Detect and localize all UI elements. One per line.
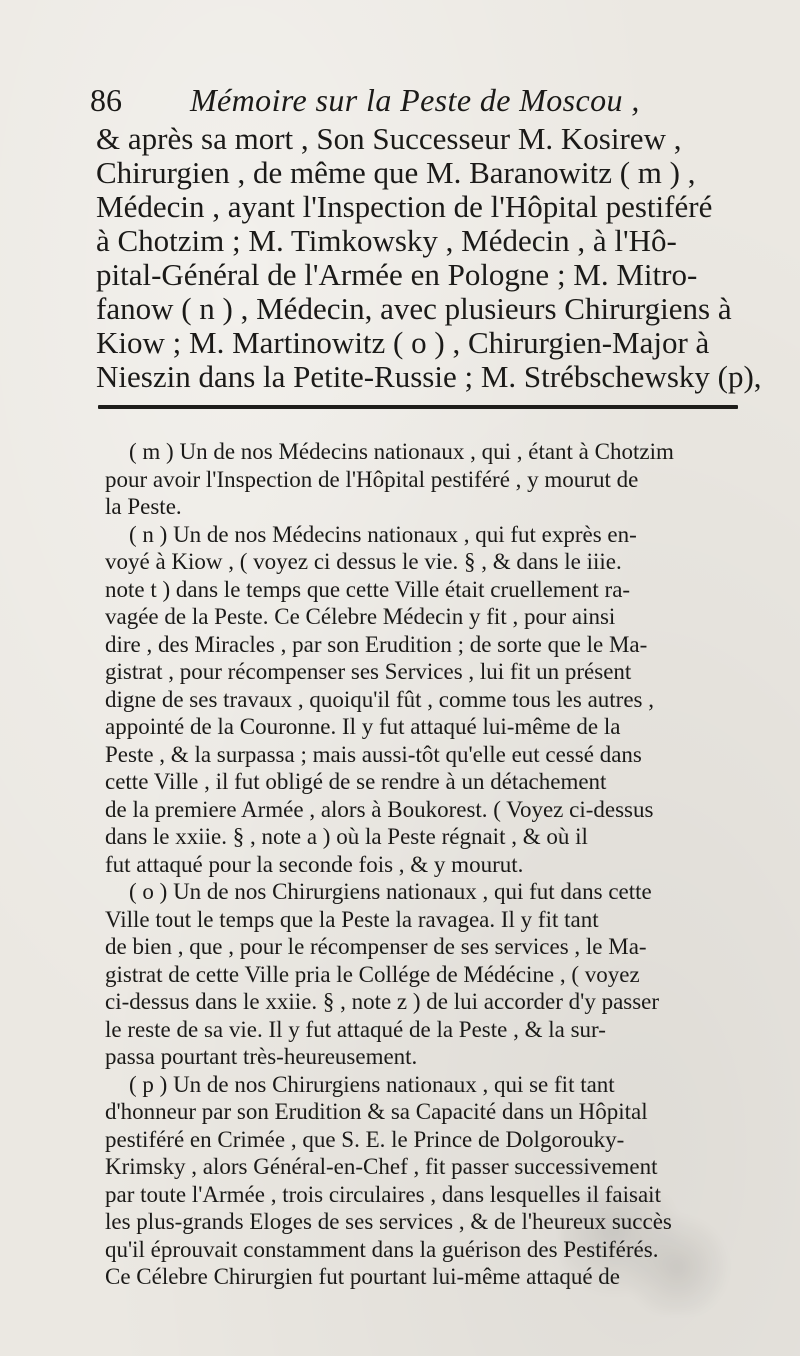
footnote-line: dans le xxiie. § , note a ) où la Peste régnait , & où il [105, 824, 588, 849]
page-number: 86 [90, 82, 122, 118]
footnote-divider [98, 405, 738, 409]
main-text-line: Kiow ; M. Martinowitz ( o ) , Chirurgien-Major à [96, 325, 710, 360]
footnote-line: voyé à Kiow , ( voyez ci dessus le vie. § , & dans le iiie. [105, 549, 622, 574]
main-text-block [96, 121, 762, 394]
footnote-line: Ville tout le temps que la Peste la ravagea. Il y fit tant [105, 906, 599, 932]
footnote-line: dire , des Miracles , par son Erudition ; de sorte que le Ma- [105, 631, 648, 657]
main-text-line: Nieszin dans la Petite-Russie ; M. Strébschewsky (p), [96, 359, 762, 394]
footnote-line: de la premiere Armée , alors à Boukorest. ( Voyez ci-dessus [105, 796, 654, 822]
footnote-line: gistrat , pour récompenser ses Services , lui fit un présent [105, 659, 632, 684]
main-text-line: Chirurgien , de même que M. Baranowitz ( m ) , [96, 155, 696, 190]
page-header [90, 80, 730, 120]
footnote-line: Peste , & la surpassa ; mais aussi-tôt qu'elle eut cessé dans [105, 741, 642, 767]
footnote-line: passa pourtant très-heureusement. [105, 1044, 418, 1069]
main-text-line: fanow ( n ) , Médecin, avec plusieurs Chirurgiens à [96, 291, 732, 326]
footnote-line: Ce Célebre Chirurgien fut pourtant lui-même attaqué de [105, 1264, 620, 1289]
running-title: Mémoire sur la Peste de Moscou , [190, 82, 640, 118]
footnote-line: qu'il éprouvait constamment dans la guérison des Pestiférés. [105, 1236, 659, 1262]
footnote-line: Krimsky , alors Général-en-Chef , fit passer successivement [105, 1154, 658, 1179]
footnote-line: cette Ville , il fut obligé de se rendre à un détachement [105, 769, 607, 794]
footnote-line: la Peste. [105, 494, 182, 519]
footnote-line: les plus-grands Eloges de ses services , & de l'heureux succès [105, 1209, 672, 1234]
footnote-line: fut attaqué pour la seconde fois , & y mourut. [105, 851, 524, 877]
footnote-line: pour avoir l'Inspection de l'Hôpital pestiféré , y mourut de [105, 466, 639, 492]
main-text-line: Médecin , ayant l'Inspection de l'Hôpital pestiféré [96, 189, 713, 224]
footnote-line: par toute l'Armée , trois circulaires , dans lesquelles il faisait [105, 1181, 661, 1207]
footnote-line: ci-dessus dans le xxiie. § , note z ) de lui accorder d'y passer [105, 989, 660, 1014]
footnote-line: ( n ) Un de nos Médecins nationaux , qui fut exprès en- [129, 521, 637, 547]
footnote-line: ( m ) Un de nos Médecins nationaux , qui , étant à Chotzim [129, 439, 674, 464]
footnote-line: appointé de la Couronne. Il y fut attaqué lui-même de la [105, 714, 621, 739]
footnote-line: gistrat de cette Ville pria le Collége de Médécine , ( voyez [105, 961, 640, 987]
footnote-line: ( o ) Un de nos Chirurgiens nationaux , qui fut dans cette [129, 879, 652, 904]
footnote-line: pestiféré en Crimée , que S. E. le Prince de Dolgorouky- [105, 1126, 625, 1152]
footnote-line: ( p ) Un de nos Chirurgiens nationaux , qui se fit tant [129, 1071, 615, 1097]
show-through-mark [560, 1195, 740, 1315]
footnote-line: vagée de la Peste. Ce Célebre Médecin y fit , pour ainsi [105, 604, 616, 629]
main-text-line: pital-Général de l'Armée en Pologne ; M. Mitro- [96, 257, 698, 292]
main-text-line: à Chotzim ; M. Timkowsky , Médecin , à l'Hô- [96, 223, 677, 258]
footnote-line: le reste de sa vie. Il y fut attaqué de la Peste , & la sur- [105, 1016, 606, 1042]
footnote-line: d'honneur par son Erudition & sa Capacité dans un Hôpital [105, 1099, 648, 1124]
footnote-line: note t ) dans le temps que cette Ville était cruellement ra- [105, 576, 631, 602]
footnote-line: digne de ses travaux , quoiqu'il fût , comme tous les autres , [105, 686, 655, 712]
footnotes-block [105, 438, 737, 1291]
main-text-line: & après sa mort , Son Successeur M. Kosirew , [96, 121, 682, 156]
footnote-line: de bien , que , pour le récompenser de ses services , le Ma- [105, 934, 647, 959]
